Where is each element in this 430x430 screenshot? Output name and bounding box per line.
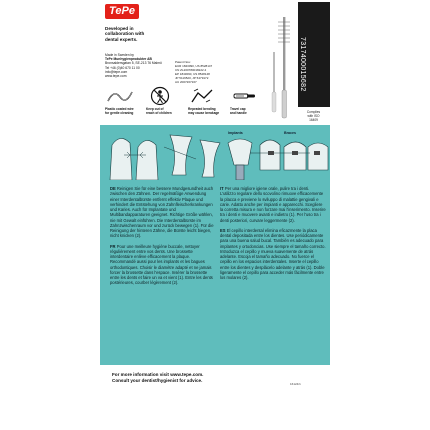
tagline-line: collaboration with: [105, 31, 145, 37]
icon-label-line: Keep out of: [146, 107, 164, 111]
lang-code: ES: [220, 227, 226, 233]
patent-line: CN ZL200780018222.4: [175, 67, 207, 72]
interdental-brush-illustration: [270, 12, 300, 122]
package-card: [100, 0, 330, 430]
footer-line: Consult your dentist/hygienist for advice.: [112, 377, 203, 383]
patent-line: Patent Nos:: [175, 60, 191, 64]
patent-info: [175, 61, 230, 84]
icon-label-line: may cause breakage: [188, 110, 220, 115]
travel-cap-icon: [230, 86, 258, 106]
iso-line: Complies: [306, 110, 321, 114]
instruction-fr: [110, 244, 216, 286]
instruction-text: El cepillo interdental elimina eficazmente la placa dental depositada entre los dientes. Use periódicamente para una buena salud bucal. También es adecuado para implantes y ortodoncias. Use siempre el tamaño correcto. Introduzca el cepillo y mueva suavemente de atrás adelante. Escoja el tamaño adecuado. No fuerce el cepillo en los espacios interdentales. Inserte el cepillo entre los dientes y desplácelo adelante y atrás (1). Doble ligeramente el cepillo para acceder más fácilmente entre los molares (2).: [220, 227, 326, 280]
tepe-logo: TePe: [105, 4, 139, 19]
iso-line: 16409: [309, 118, 318, 122]
wire-icon: [106, 86, 134, 106]
instruction-es: [220, 228, 326, 281]
web-line: www.tepe.com: [105, 74, 127, 79]
icon-label-line: for gentle cleaning: [105, 110, 134, 115]
instruction-text: Pour une meilleure hygiène buccale, nettoyer régulièrement entre vos dents. Une brossette interdentaire enlève efficacement la plaque. Recommandé aussi pour les implants et les bagues orthodontiques. Choisir le diamètre adapté et ne jamais forcer la brossette dans l'espace. Insérer la brossette entre les dents et faire un va et vient (1). Entre les dents postérieures, courber légèrement (2).: [110, 243, 213, 286]
footer-text: [112, 372, 262, 383]
patent-line: EUR 1843090, US 8528147: [175, 63, 213, 68]
instruction-text: Reinigen Sie für eine bessere Mundgesundheit auch zwischen den Zähnen. Der regelmäßige Anwendung einer Interdentalbürste entfernt effektiv Plaque und verhindert die Entstehung von Zahnfleischerkrankungen und Karies. Auch für Implantate und Multibandapparaturen geeignet. Richtige Größe wählen, nie mit Gewalt einführen. Die Interdentalbürste im Zahnzwischenraum vor und zurück bewegen (1). Für die Reinigung der hinteren Zähne, die Bürste leicht biegen, nicht knicken (2).: [110, 186, 214, 239]
iso-compliance: [297, 110, 330, 122]
icon-label-line: Plastic coated wire: [105, 107, 134, 111]
lang-code: DE: [110, 186, 116, 191]
icon-label-wire: [105, 108, 139, 116]
email-line: info@tepe.com: [105, 69, 128, 74]
patent-line: JP 5116520, JP 5479172: [175, 75, 209, 80]
icon-label-child: [146, 108, 180, 116]
instructions-left-column: [110, 186, 216, 291]
instruction-text: Per una migliore igiene orale, pulire tra i denti. L'utilizzo regolare dello scovolino rimuove efficacemente la placca e previene lo sviluppo di malattie gengivali e carie. Adatto anche per impianti e apparecchi. Scegliere la corretta misura e non forzare mai l'inserimento. Inserire tra i denti e muovere avanti e indietro (1). Per l'uso tra i denti posteriori, curvare leggermente (2).: [220, 186, 326, 223]
instruction-it: [220, 186, 326, 223]
address-line: Bronsaldersgatan 5, SE-213 76 Malmö: [105, 61, 162, 66]
child-warning-icon: [146, 86, 174, 106]
icon-label-bending: [188, 108, 222, 116]
tagline: [105, 26, 195, 42]
tagline-line: Developed in: [105, 26, 134, 31]
barcode-panel: [298, 2, 330, 107]
icon-label-line: Travel cap: [230, 107, 246, 111]
patent-line: AU 2007267167: [175, 79, 197, 84]
lang-code: FR: [110, 243, 116, 249]
product-code: 16124/1: [290, 382, 301, 386]
made-in-text: Made in Sweden by: [105, 53, 134, 57]
braces-label: Braces: [284, 131, 296, 135]
phone-line: Tel +46 (0)40 670 11 00: [105, 65, 140, 70]
icon-label-cap: [230, 108, 264, 116]
lang-code: IT: [220, 186, 224, 191]
icon-label-line: Repeated bending: [188, 107, 216, 111]
icon-label-line: reach of children: [146, 110, 172, 115]
icon-label-line: and handle: [230, 110, 247, 115]
implants-label: Implants: [228, 131, 243, 135]
instruction-de: [110, 186, 216, 239]
bending-warning-icon: [188, 86, 216, 106]
tagline-line: dental experts.: [105, 36, 138, 42]
iso-line: with ISO: [307, 114, 320, 118]
footer-line: For more information visit www.tepe.com.: [112, 372, 204, 377]
patent-line: EP 1843090, US 8528148: [175, 71, 210, 76]
barcode-number: 7317400015682: [299, 37, 306, 92]
instructions-right-column: [220, 186, 326, 285]
company-name: TePe Munhygienprodukter AB: [105, 57, 152, 62]
